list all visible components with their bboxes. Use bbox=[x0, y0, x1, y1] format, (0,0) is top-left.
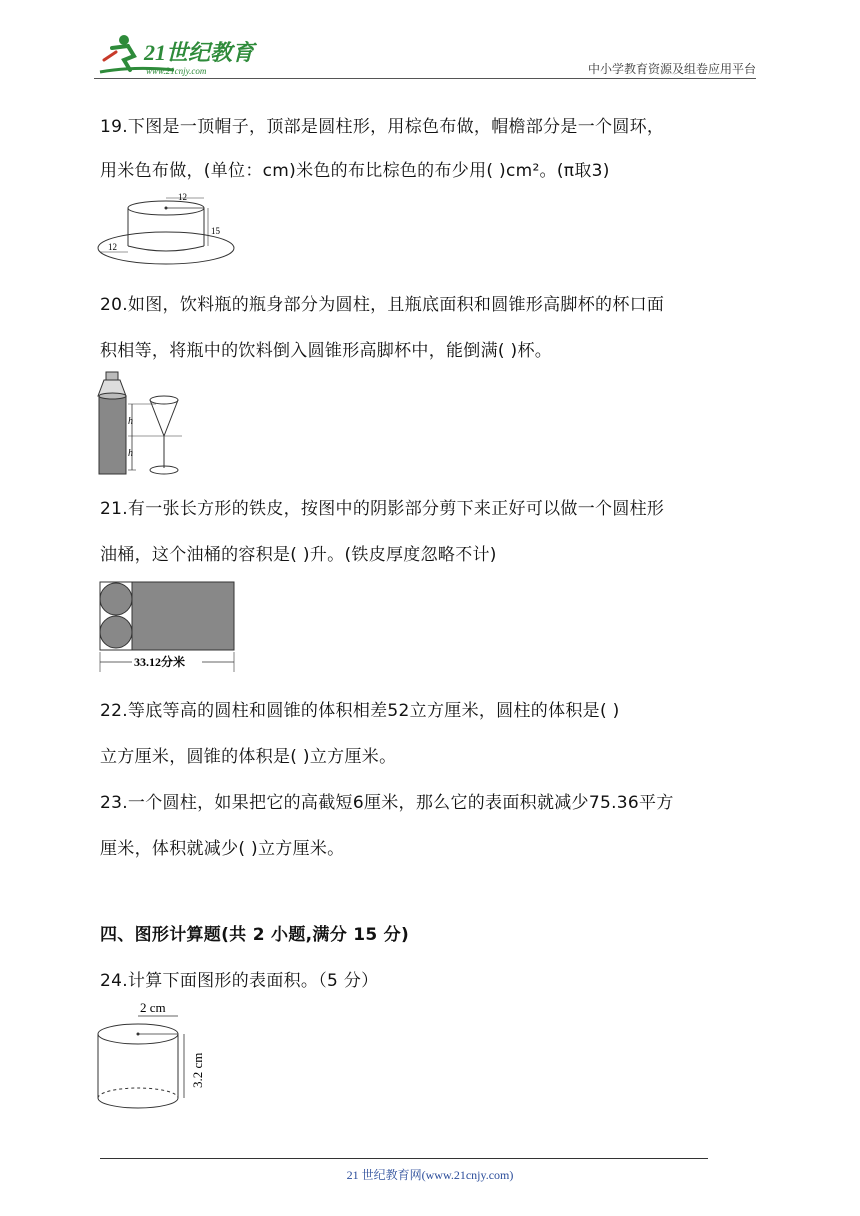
q21-line2: 油桶，这个油桶的容积是( )升。(铁皮厚度忽略不计) bbox=[100, 545, 497, 565]
hat-brim-label: 12 bbox=[108, 242, 117, 252]
site-logo bbox=[94, 30, 264, 80]
q20-line2: 积相等，将瓶中的饮料倒入圆锥形高脚杯中，能倒满( )杯。 bbox=[100, 341, 553, 361]
sheet-length-label: 33.12分米 bbox=[134, 655, 186, 669]
q23-line2: 厘米，体积就减少( )立方厘米。 bbox=[100, 839, 345, 859]
q23-line1: 23.一个圆柱，如果把它的高截短6厘米，那么它的表面积就减少75.36平方 bbox=[100, 793, 674, 813]
logo-url: www.21cnjy.com bbox=[146, 66, 207, 76]
q24-line1: 24.计算下面图形的表面积。（5 分） bbox=[100, 971, 379, 991]
height-label-1: h bbox=[128, 416, 133, 427]
cylinder-figure bbox=[96, 996, 216, 1114]
q19-line2: 用米色布做，(单位：cm)米色的布比棕色的布少用( )cm²。(π取3) bbox=[100, 161, 610, 181]
q19-line1: 19.下图是一顶帽子，顶部是圆柱形，用棕色布做，帽檐部分是一个圆环， bbox=[100, 117, 665, 137]
height-label-2: h bbox=[128, 448, 133, 459]
hat-figure bbox=[96, 190, 238, 272]
iron-sheet-figure bbox=[96, 578, 238, 674]
q22-line1: 22.等底等高的圆柱和圆锥的体积相差52立方厘米，圆柱的体积是( ) bbox=[100, 701, 620, 721]
footer-text: 21 世纪教育网(www.21cnjy.com) bbox=[346, 1168, 514, 1182]
hat-side-label: 15 bbox=[211, 226, 220, 236]
header-divider bbox=[94, 78, 756, 79]
q20-line1: 20.如图，饮料瓶的瓶身部分为圆柱，且瓶底面积和圆锥形高脚杯的杯口面 bbox=[100, 295, 665, 315]
q21-line1: 21.有一张长方形的铁皮，按图中的阴影部分剪下来正好可以做一个圆柱形 bbox=[100, 499, 665, 519]
q22-line2: 立方厘米，圆锥的体积是( )立方厘米。 bbox=[100, 747, 397, 767]
platform-label: 中小学教育资源及组卷应用平台 bbox=[587, 62, 756, 76]
section-4-title: 四、图形计算题(共 2 小题,满分 15 分) bbox=[100, 925, 410, 945]
footer-divider bbox=[100, 1158, 708, 1159]
logo-text: 21世纪教育 bbox=[144, 40, 255, 65]
height-label: 3.2 cm bbox=[190, 1052, 205, 1088]
radius-label: 2 cm bbox=[140, 1000, 166, 1015]
bottle-cup-figure bbox=[96, 370, 186, 478]
hat-top-label: 12 bbox=[178, 192, 187, 202]
